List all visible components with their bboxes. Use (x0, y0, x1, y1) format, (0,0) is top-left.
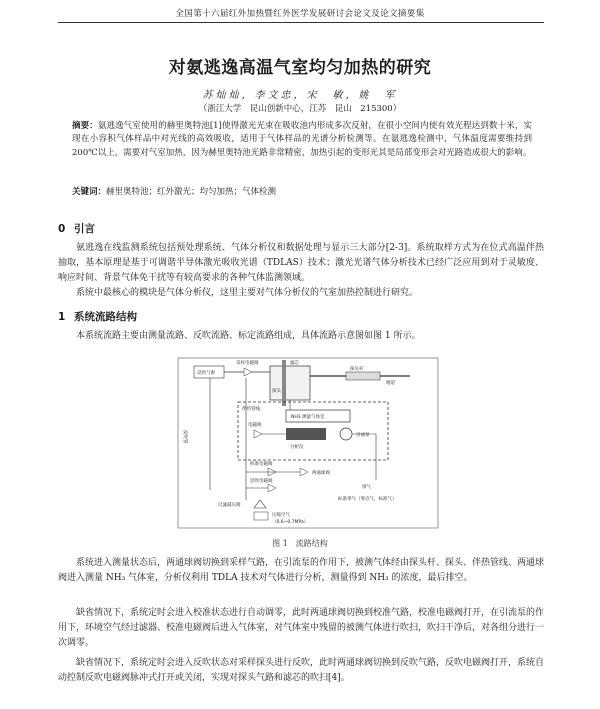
label-ball-valve: 两通球阀 (312, 471, 330, 476)
section-number: 1 (58, 311, 66, 323)
paragraph: 系统进入测量状态后，两通球阀切换到采样气路，在引流泵的作用下，被测气体经由探头杆、探头、伴热管线、两通球阀进入测量 NH₃ 气体室，分析仪利用 TDLA 技术对气体进行分析，测量得到 NH₃ 的浓度，最后排空。 (58, 558, 545, 583)
label-air-spec: （0.6~0.7MPa） (272, 520, 309, 525)
label-flange: 烟道 (386, 381, 395, 386)
label-blowback-source: 反吹气源 (197, 371, 215, 376)
label-pump: 引流泵 (356, 433, 370, 438)
label-blow-valve: 反吹电磁阀 (250, 479, 273, 484)
valve-top-icon (244, 368, 252, 376)
label-probe-head: 探头 (272, 389, 281, 394)
keywords-label: 关键词： (72, 187, 107, 197)
figure-caption: 图 1 流路结构 (272, 539, 328, 548)
affiliation: （浙江大学 昆山创新中心，江苏 昆山 215300） (198, 104, 402, 114)
compressed-air-box (254, 512, 268, 520)
valve-icon (254, 430, 262, 438)
section-number: 0 (58, 223, 66, 235)
abstract-label: 摘要： (72, 121, 98, 131)
label-exhaust: 排气 (362, 485, 371, 490)
pump-icon (340, 428, 352, 440)
label-valve: 电磁阀 (248, 423, 262, 428)
abstract (72, 120, 532, 160)
label-analyzer: 分析仪 (290, 445, 304, 450)
probe-rod-box (346, 372, 380, 380)
label-nh3-cell: NH3 测量气体室 (291, 415, 325, 420)
label-ambient: 标准零气（零点气、标准气） (338, 497, 397, 502)
label-cal-valve: 校准电磁阀 (250, 462, 273, 467)
paragraph: 缺省情况下，系统定时会进入校准状态进行自动调零，此时两通球阀切换到校准气路，校准电磁阀打开，在引流泵的作用下，环境空气经过滤器、校准电磁阀后进入气体室，对气体室中残留的被测气体进行吹扫，吹扫干净后，对各组分进行一次调零。 (58, 608, 545, 648)
label-filter: 过滤减压阀 (218, 503, 241, 508)
label-filter-top: 滤芯 (290, 361, 299, 366)
label-side: 反吹管 (182, 430, 187, 444)
section-heading-1 (58, 309, 137, 324)
flange-bar (282, 360, 286, 406)
keywords (72, 185, 532, 197)
blow-valve-icon (268, 484, 276, 492)
authors: 苏灿灿，李文忠，宋 敏，姚 军 (202, 90, 398, 101)
paragraph: 氨逃逸在线监测系统包括预处理系统、气体分析仪和数据处理与显示三大部分[2-3]。系统取样方式为在位式高温伴热抽取，基本原理是基于可调谐半导体激光吸收光谱（TDLAS）技术；激光光谱气体分析技术已经广泛应用到对于灵敏度、响应时间、背景气体免干扰等有较高要求的各种气体监测领域。 (58, 243, 544, 283)
filter-icon (254, 500, 266, 508)
section-heading-0 (58, 221, 95, 236)
header-rule (58, 22, 544, 23)
section-title: 系统流路结构 (74, 311, 137, 323)
paragraph: 缺省情况下，系统定时会进入反吹状态对采样探头进行反吹，此时两通球阀切换到反吹气路，反吹电磁阀打开，系统自动控制反吹电磁阀脉冲式打开或关闭，实现对探头气路和滤芯的吹扫[4]。 (58, 658, 545, 683)
section-title: 引言 (74, 223, 95, 235)
label-heat-line: 伴热管线 (242, 407, 260, 412)
label-probe-rod: 探头杆 (350, 367, 364, 372)
label-valve-top: 采样电磁阀 (236, 361, 259, 366)
ball-valve-icon (300, 468, 308, 476)
abstract-text: 氨逃逸气室使用的赫里奥特池[1]使得激光光束在吸收池内形成多次反射，在很小空间内使有效光程达到数十米，实现在小容积气体样品中对光线的高效吸收，适用于气体样品的光谱分析检测等。在氨逃逸检测中，气体温度需要维持到 200℃以上，需要对气室加热，因为赫里奥特池光路非常精密，加热引起的变形光其是局部变形会对光路造成很大的影响。 (72, 121, 532, 158)
paragraph: 系统中最核心的模块是气体分析仪，这里主要对气体分析仪的气室加热控制进行研究。 (76, 288, 419, 298)
flow-diagram-figure (150, 350, 450, 530)
paper-title: 对氨逃逸高温气室均匀加热的研究 (168, 58, 432, 78)
label-compressed-air: 压缩空气 (272, 513, 290, 518)
running-header: 全国第十六届红外加热暨红外医学发展研讨会论文及论文摘要集 (175, 9, 425, 19)
paragraph: 本系统流路主要由测量流路、反吹流路、标定流路组成，具体流路示意图如图 1 所示。 (76, 331, 421, 341)
analyzer-block (286, 428, 326, 440)
keywords-text: 赫里奥特池；红外激光；均匀加热；气体检测 (106, 187, 277, 197)
flue-block (270, 366, 310, 400)
